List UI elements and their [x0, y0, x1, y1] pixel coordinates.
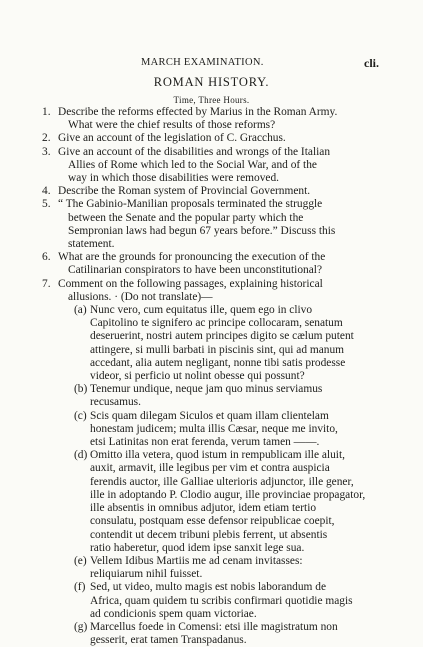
passage-line: ferendis auctor, ille Galliae ulterioris adjunctor, ille gener,	[90, 475, 354, 488]
passage-label: (f)	[74, 581, 86, 594]
question-1	[42, 106, 378, 132]
passage-label: (g)	[74, 620, 88, 633]
question-number: 5.	[42, 198, 51, 211]
question-line: What were the chief results of those reforms?	[68, 119, 276, 132]
passage-line: deseruerint, nostri autem principes digito se cælum putent	[90, 330, 354, 343]
question-line: “ The Gabinio-Manilian proposals terminated the struggle	[58, 198, 323, 211]
passage-b	[74, 383, 394, 409]
question-line: What are the grounds for pronouncing the execution of the	[58, 251, 326, 264]
passage-line: accedant, alia autem negligant, nonne tibi satis prodesse	[90, 356, 346, 369]
running-title: MARCH EXAMINATION.	[141, 57, 264, 68]
passage-line: recusamus.	[90, 396, 141, 409]
passage-line: Tenemur undique, neque jam quo minus serviamus	[90, 383, 323, 396]
passage-line: gesserit, erat tamen Transpadanus.	[90, 634, 247, 647]
passage-line: Africa, quam quidem tu scribis confirmari quotidie magis	[90, 594, 353, 607]
passage-line: Capitolino te signifero ac principe collocaram, senatum	[90, 317, 343, 330]
passage-f	[74, 581, 394, 621]
passage-line: Scis quam dilegam Siculos et quam illam clientelam	[90, 409, 329, 422]
question-line: statement.	[68, 238, 115, 251]
question-number: 7.	[42, 277, 51, 290]
question-5	[42, 198, 378, 251]
question-line: Describe the reforms effected by Marius in the Roman Army.	[58, 106, 338, 118]
question-number: 2.	[42, 132, 51, 145]
passage-line: ratio haberetur, quod idem ipse sanxit lege sua.	[90, 541, 305, 554]
passage-line: reliquiarum nihil fuisset.	[90, 568, 203, 581]
passage-g	[74, 620, 394, 647]
passage-e	[74, 554, 394, 581]
page-number: cli.	[364, 56, 379, 70]
passage-label: (c)	[74, 409, 87, 422]
passage-line: Sed, ut video, multo magis est nobis laborandum de	[90, 581, 327, 594]
question-2	[42, 132, 378, 145]
running-header	[0, 57, 423, 71]
passage-d	[74, 449, 394, 555]
passage-line: ille absentis in omnibus adjutor, idem etiam tertio	[90, 502, 317, 515]
exam-body	[0, 106, 423, 647]
question-line: Sempronian laws had begun 67 years before.” Discuss this	[68, 224, 336, 237]
question-line: allusions. · (Do not translate)—	[68, 290, 213, 303]
passage-line: Marcellus foede in Comensi: etsi ille magistratum non	[90, 620, 338, 633]
passage-line: contendit ut decem tribuni plebis ferrent, ut absentis	[90, 528, 328, 541]
passage-label: (d)	[74, 449, 88, 462]
question-number: 4.	[42, 185, 51, 198]
question-line: Catilinarian conspirators to have been unconstitutional?	[68, 264, 323, 277]
question-6	[42, 251, 378, 277]
passage-label: (a)	[74, 304, 87, 317]
question-number: 6.	[42, 251, 51, 264]
passage-line: ille in adoptando P. Clodio augur, ille provinciae propagator,	[90, 488, 366, 501]
passage-label: (e)	[74, 554, 87, 567]
question-number: 1.	[42, 106, 51, 118]
question-7	[42, 277, 378, 304]
question-line: Give an account of the disabilities and wrongs of the Italian	[58, 145, 331, 158]
passage-line: consulatu, postquam esse defensor reipublicae coepit,	[90, 515, 335, 528]
question-3	[42, 145, 378, 186]
time-allowed: Time, Three Hours.	[173, 95, 250, 105]
question-4	[42, 185, 378, 198]
question-line: Give an account of the legislation of C. Gracchus.	[58, 132, 286, 145]
passage-line: Nunc vero, cum equitatus ille, quem ego in clivo	[90, 304, 313, 317]
question-line: Comment on the following passages, explaining historical	[58, 277, 323, 290]
question-line: between the Senate and the popular party which the	[68, 211, 304, 224]
question-line: Allies of Rome which led to the Social War, and of the	[68, 158, 317, 171]
question-line: Describe the Roman system of Provincial Government.	[58, 185, 311, 198]
passage-line: etsi Latinitas non erat ferenda, verum tamen ——.	[90, 436, 320, 449]
question-line: way in which those disabilities were removed.	[68, 172, 279, 185]
subject-heading: ROMAN HISTORY.	[153, 75, 270, 89]
passage-line: attingere, si mulli barbati in piscinis sint, qui ad manum	[90, 343, 345, 356]
passage-line: honestam judicem; multa illis Cæsar, neque me invito,	[90, 422, 338, 435]
passage-a	[74, 304, 394, 383]
passage-line: auxit, armavit, ille legibus per vim et contra auspicia	[90, 462, 330, 475]
passage-line: Vellem Idibus Martiis me ad cenam invitasses:	[90, 554, 303, 567]
passage-label: (b)	[74, 383, 88, 396]
passage-c	[74, 409, 394, 450]
question-number: 3.	[42, 145, 51, 158]
passage-line: videor, si perficio ut nolint obesse qui possunt?	[90, 370, 305, 383]
passage-line: ad condicionis spem quam victoriae.	[90, 607, 257, 620]
passage-line: Omitto illa vetera, quod istum in rempublicam ille aluit,	[90, 449, 345, 462]
